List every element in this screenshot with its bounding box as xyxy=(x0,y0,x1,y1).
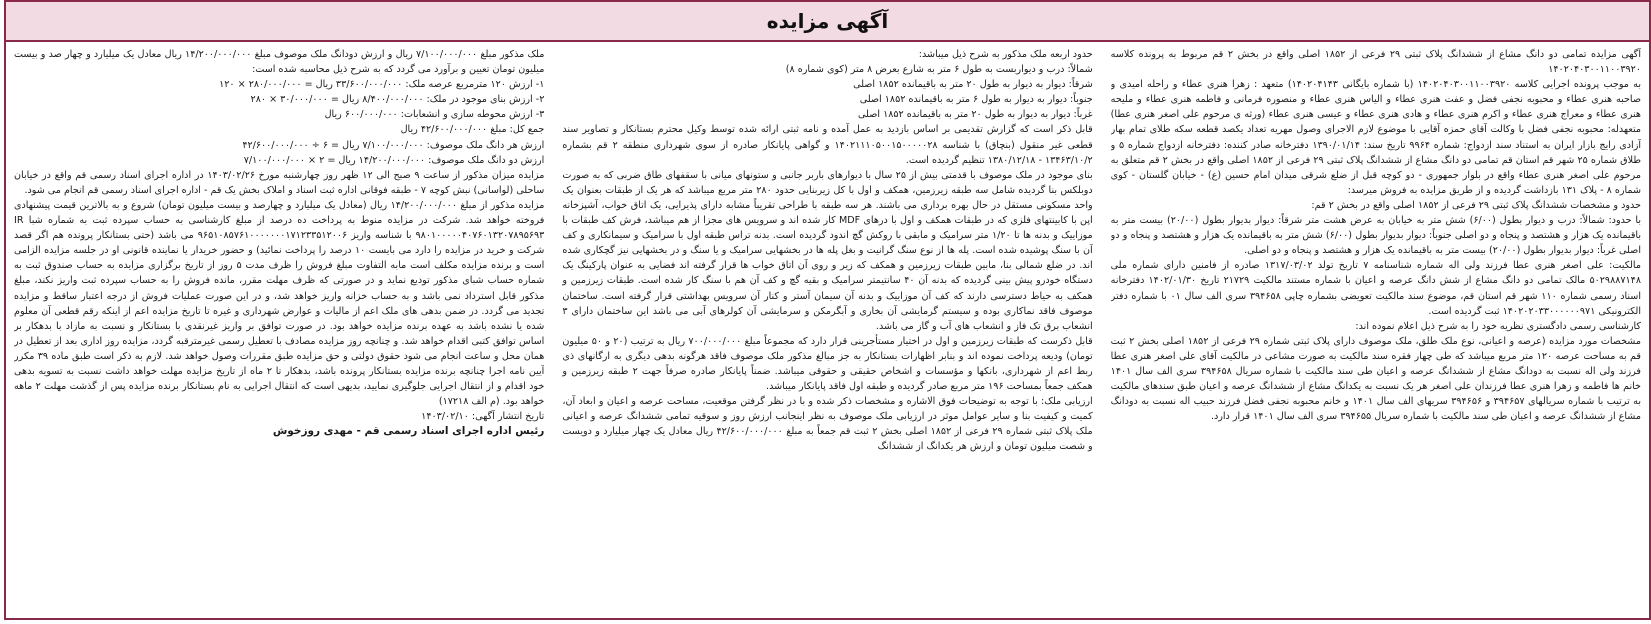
publish-date: تاریخ انتشار آگهی: ۱۴۰۳/۰۲/۱۰ xyxy=(421,411,545,423)
paragraph: آگهی مزایده تمامی دو دانگ مشاع از ششدانگ پلاک ثبتی ۲۹ فرعی از ۱۸۵۲ اصلی واقع در بخش ۲ قم مربوط به پرونده کلاسه ۱۴۰۲۰۴۰۳۰۰۱۱۰۰۳۹۲۰ xyxy=(1110,49,1641,76)
paragraph: جمع کل: مبلغ ۴۲/۶۰۰/۰۰۰/۰۰۰ ریال xyxy=(400,124,545,136)
paragraph: مزایده میزان مذکور از ساعت ۹ صبح الی ۱۲ ظهر روز چهارشنبه مورخ ۱۴۰۳/۰۲/۲۶ در اداره اجرای اسناد رسمی قم واقع در خیابان ساحلی (لواسانی) نبش کوچه ۷ - طبقه فوقانی اداره ثبت اسناد و املاک بخش یک قم - اداره اجرای اسناد رسمی قم انجام می شود. xyxy=(14,169,545,196)
paragraph: کارشناسی رسمی دادگستری نظریه خود را به شرح ذیل اعلام نموده اند: xyxy=(1355,320,1641,332)
column-right xyxy=(1111,47,1641,616)
paragraph: بنای موجود در ملک موصوف با قدمتی بیش از ۲۵ سال با دیوارهای باربر جانبی و ستونهای میانی با سقفهای طاق ضربی که به صورت دوبلکس بنا گردیده شامل سه طبقه زیرزمین، همکف و اول با کل زیربنایی حدود ۲۸۰ متر مربع میباشد که هر یک از طبقات بعنوان یک واحد مسکونی مستقل در حال بهره برداری می باشند. هر سه طبقه با طراحی تقریباً مشابه دارای پذیرایی، یک اتاق خواب، آشپزخانه اپن با کابینتهای فلزی که در طبقات همکف و اول با درهای MDF کار شده اند و سرویس های مجزا از هم میباشد، فرش کف طبقات با موزاییک و بدنه ها تا ۱/۲۰ متر سرامیک و مابقی با روکش گچ اندود گردیده است. بدنه تراس طبقه اول با سرامیک و سیمانکاری و کف آن با سنگ پوشیده شده است. پله ها از نوع سنگ گرانیت و بغل پله ها در بخشهایی سرامیک و یا سنگ و در بخشهایی نیز گچکاری شده اند. در ضلع شمالی بنا، مابین طبقات زیرزمین و همکف که زیر و روی آن اتاق خواب ها قرار گرفته اند فضایی به عنوان پارکینگ یک دستگاه خودرو پیش بینی گردیده که بدنه آن ۴۰ سانتیمتر سرامیک و بقیه گچ و کف آن هم با سنگ کار شده است. طبقات زیرزمین و همکف به حیاط دسترسی دارند که کف آن موزاییک و بدنه آن سیمان آستر و کنار آن سرویس بهداشتی قرار گرفته است. ساختمان موصوف فاقد نماکاری بوده و سیستم گرمایشی آن بخاری و آبگرمکن و سرمایشی آن کولرهای آبی می باشد این ساختمان دارای ۳ انشعاب برق تک فاز و انشعاب های آب و گاز می باشد. xyxy=(562,169,1093,332)
paragraph: ۳- ارزش محوطه سازی و انشعابات: ۶۰۰/۰۰۰/۰۰۰ ریال xyxy=(324,109,545,121)
paragraph: ملک مذکور مبلغ ۷/۱۰۰/۰۰۰/۰۰۰ ریال و ارزش دودانگ ملک موصوف مبلغ ۱۴/۲۰۰/۰۰۰/۰۰۰ ریال معادل یک میلیارد و چهار صد و بیست میلیون تومان تعیین و برآورد می گردد که به شرح ذیل محاسبه شده است: xyxy=(14,49,545,76)
paragraph: به موجب پرونده اجرایی کلاسه ۱۴۰۲۰۴۰۳۰۰۱۱۰۰۳۹۲۰ (با شماره بایگانی ۱۴۰۲۰۴۱۴۳) متعهد : زهرا هنری عطاء و راحله امیدی و صاحبه هنری عطاء و محبوبه نجفی فضل و عفت هنری عطاء و الیاس هنری عطاء و منصوره فرمانی و فاطمه هنری عطاء و ملیحه هنری عطاء و معراج هنری عطاء و اکرم هنری عطاء و هادی هنری عطاء و عیسی هنری عطاء (ورثه ی مرحوم علی اصغر هنری عطا) متعهدله: محبوبه نجفی فضل با وکالت آقای حمزه آقایی با موضوع لازم الاجرای وصول مهریه تعداد یکصد قطعه سکه طلای تمام بهار آزادی رایج بازار ایران به استناد سند ازدواج: شماره ۹۹۶۴ تاریخ سند: ۱۳۹۰/۰۱/۱۴ دفترخانه صادر کننده: دفترخانه ازدواج شماره ۵ و طلاق شماره ۲۵ شهر قم استان قم تمامی دو دانگ مشاع از ششدانگ پلاک ثبتی ۲۹ فرعی از ۱۸۵۲ اصلی واقع در بخش ۲ قم متعلق به مرحوم علی اصغر هنری عطاء واقع در بلوار جمهوری - دو کوچه قبل از ضلع شرقی میدان امام حسین (ع) - خیابان گلستان - کوی شماره ۸ - پلاک ۱۳۱ بازداشت گردیده و از طریق مزایده به فروش میرسد: xyxy=(1110,79,1641,196)
column-middle xyxy=(562,47,1092,616)
paragraph: شمالاً: درب و دیواربست به طول ۶ متر به شارع بعرض ۸ متر (کوی شماره ۸) xyxy=(785,64,1093,76)
paragraph: با حدود: شمالاً: درب و دیوار بطول (۶/۰۰) شش متر به خیابان به عرض هشت متر شرقاً: دیوار بدیوار بطول (۲۰/۰۰) بیست متر به باقیمانده یک هزار و هشتصد و پنجاه و دو اصلی جنوباً: دیوار بدیوار بطول (۶/۰۰) شش متر به باقیمانده یک هزار و هشتصد و پنجاه و دو اصلی غرباً: دیوار بدیوار بطول (۲۰/۰۰) بیست متر به باقیمانده یک هزار و هشتصد و پنجاه و دو اصلی. xyxy=(1110,215,1641,257)
paragraph: مزایده مذکور از مبلغ ۱۴/۲۰۰/۰۰۰/۰۰۰ ریال (معادل یک میلیارد و چهارصد و بیست میلیون تومان) شروع و به بالاترین قیمت پیشنهادی فروخته خواهد شد. شرکت در مزایده منوط به پرداخت ده درصد از مبلغ کارشناسی به حساب سپرده ثبت به شماره شبا IR ۹۸۰۱۰۰۰۰۰۴۰۷۶۰۱۳۲۰۷۸۹۵۶۹۳ با شناسه واریز ۹۶۵۱۰۸۵۷۶۱۰۰۰۰۰۰۰۱۷۱۲۳۳۵۱۲۰۰۶ می باشد (حتی بستانکار پرونده هم اگر قصد شرکت و خرید در مزایده را دارد می بایست ۱۰ درصد را پرداخت نمائید) و حضور خریدار یا نماینده قانونی او در جلسه مزایده الزامی است و برنده مزایده مکلف است مابه التفاوت مبلغ فروش را ظرف مدت ۵ روز از تاریخ برگزاری مزایده به حساب صندوق ثبت به شماره حساب شبای مذکور تودیع نماید و در صورتی که ظرف مهلت مقرر، مانده فروش را به حساب سپرده ثبت واریز نکند، مبلغ مذکور قابل استرداد نمی باشد و به حساب خزانه واریز خواهد شد، و در این صورت عملیات فروش از درجه اعتبار ساقط و مزایده تجدید می گردد. در ضمن بدهی های ملک اعم از مالیات و عوارض شهرداری و غیره تا تاریخ مزایده اعم از اینکه رقم قطعی آن معلوم شده یا نشده باشد به عهده برنده مزایده خواهد بود. در صورت توافق بر واریز غیرنقدی با بستانکار و نسبت به مازاد با بدهکار بر اساس توافق کتبی اقدام خواهد شد. و چنانچه روز مزایده مصادف با تعطیل رسمی غیرمترقبه گردد، مزایده روز اداری بعد از تعطیل در همان محل و ساعت انجام می شود حقوق دولتی و حق مزایده طبق مقررات وصول خواهد شد. لازم به ذکر است طبق ماده ۳۹ مکرر آیین نامه اجرا چنانچه برنده مزایده بستانکار پرونده باشد، بدهکار تا ۲ ماه از تاریخ مزایده مهلت خواهد داشت نسبت به تسویه بدهی خود اقدام و از انتقال اجرایی جلوگیری نمایید، بدیهی است که انتقال اجرایی به نام بستانکار برنده مزایده پس از گذشت مهلت ۲ ماهه خواهد بود. (م الف ۱۷۲۱۸) xyxy=(14,199,545,408)
column-left xyxy=(14,47,544,616)
paragraph: ۱- ارزش ۱۲۰ مترمربع عرصه ملک: ۳۳/۶۰۰/۰۰۰/۰۰۰ ریال = ۲۸۰/۰۰۰/۰۰۰ × ۱۲۰ xyxy=(219,79,545,91)
paragraph: قابل ذکر است که گزارش تقدیمی بر اساس بازدید به عمل آمده و نامه ثبتی ارائه شده توسط وکیل محترم بستانکار و تصاویر سند قطعی غیر منقول (بنچاق) با شناسه ۱۴۰۲۱۱۱۰۵۰۰۱۵۰۰۰۰۰۲۸ و گواهی پایانکار صادره از سوی شهرداری منطقه ۲ قم بشماره ۱۳۴۶۳/۱۰/۲ - ۱۳۸۰/۱۲/۱۸ تنظیم گردیده است. xyxy=(562,124,1093,166)
paragraph: ارزش هر دانگ ملک موصوف: ۷/۱۰۰/۰۰۰/۰۰۰ ریال = ۶ ÷ ۴۲/۶۰۰/۰۰۰/۰۰۰ xyxy=(242,139,545,151)
paragraph: حدود و مشخصات ششدانگ پلاک ثبتی ۲۹ فرعی از ۱۸۵۲ اصلی واقع در بخش ۲ قم: xyxy=(1311,199,1641,211)
notice-header xyxy=(6,2,1649,42)
paragraph: مشخصات مورد مزایده (عرصه و اعیانی، نوع ملک طلق، ملک موصوف دارای پلاک ثبتی شماره ۲۹ فرعی از ۱۸۵۲ اصلی بخش ۲ ثبت قم به مساحت عرصه ۱۲۰ متر مربع میباشد که طی چهار فقره سند مالکیت به صورت مشاعی در مالکیت آقای علی اصغر هنری عطا فرزند ولی اله نسبت به دودانگ مشاع از ششدانگ عرصه و اعیان طی سند مالکیت با شماره سریال ۳۹۴۶۵۸ سری الف سال ۱۴۰۱ خانم ها فاطمه و زهرا هنری عطا فرزندان علی اصغر هر یک نسبت به یکدانگ مشاع از ششدانگ عرصه و اعیان طبق سندهای مالکیت به ترتیب با شماره سریالهای ۳۹۴۶۵۷ و ۳۹۴۶۵۶ سریهای الف سال ۱۴۰۱ و خانم محبوبه نجفی فضل فرزند حبیب اله نسبت به دودانگ مشاع از ششدانگ عرصه و اعیان طی سند مالکیت با شماره سریال ۳۹۴۶۵۵ سری الف سال ۱۴۰۱ قرار دارد. xyxy=(1110,335,1641,423)
paragraph: شرقاً: دیوار به دیوار به طول ۲۰ متر به باقیمانده ۱۸۵۲ اصلی xyxy=(853,79,1093,91)
paragraph: حدود اربعه ملک مذکور به شرح ذیل میباشد: xyxy=(918,49,1093,60)
notice-columns xyxy=(6,42,1649,616)
paragraph: ارزش دو دانگ ملک موصوف: ۱۴/۲۰۰/۰۰۰/۰۰۰ ریال = ۲ × ۷/۱۰۰/۰۰۰/۰۰۰ xyxy=(243,154,545,166)
notice-page xyxy=(4,0,1651,620)
paragraph: قابل ذکرست که طبقات زیرزمین و اول در اختیار مستأجرینی قرار دارد که مجموعاً مبلغ ۷۰۰/۰۰۰/۰۰۰ ریال به ترتیب (۲۰ و ۵۰ میلیون تومان) ودیعه پرداخت نموده اند و بنابر اظهارات بستانکار به جز مبالغ مذکور ملک موصوف فاقد هرگونه بدهی دیگری به ارگانهای ذی ربط اعم از شهرداری، بانکها و مؤسسات و اشخاص حقیقی و حقوقی میباشد. ضمناً پایانکار صادره صرفاً جهت ۲ طبقه زیرزمین و همکف جمعاً بمساحت ۱۹۶ متر مربع صادر گردیده و طبقه اول فاقد پایانکار میباشد. xyxy=(562,335,1093,393)
paragraph: مالکیت: علی اصغر هنری عطا فرزند ولی اله شماره شناسنامه ۷ تاریخ تولد ۱۳۱۷/۰۳/۰۲ صادره از فامنین دارای شماره ملی ۵۰۲۹۸۸۷۱۴۸ مالک تمامی دو دانگ مشاع از شش دانگ عرصه و اعیان با شماره مستند مالکیت ۲۱۷۲۹ تاریخ ۱۴۰۲/۰۱/۳۰ دفترخانه اسناد رسمی شماره ۱۱۰ شهر قم استان قم، موضوع سند مالکیت تعویضی بشماره چاپی ۳۹۴۶۵۸ سری الف سال ۰۱ با شماره دفتر الکترونیکی ۱۴۰۲۰۲۰۳۳۰۰۰۰۰۰۹۷۱ ثبت گردیده است. xyxy=(1110,260,1641,317)
notice-title: آگهی مزایده xyxy=(766,9,889,33)
paragraph: ۲- ارزش بنای موجود در ملک: ۸/۴۰۰/۰۰۰/۰۰۰ ریال = ۳۰/۰۰۰/۰۰۰ × ۲۸۰ xyxy=(250,94,545,106)
paragraph: غرباً: دیوار به دیوار به طول ۲۰ متر به باقیمانده ۱۸۵۲ اصلی xyxy=(858,109,1093,121)
paragraph: جنوباً: دیوار به دیوار به طول ۶ متر به باقیمانده ۱۸۵۲ اصلی xyxy=(859,94,1093,106)
paragraph: ارزیابی ملک: با توجه به توضیحات فوق الاشاره و مشخصات ذکر شده و با در نظر گرفتن موقعیت، مساحت عرصه و اعیان و ابعاد آن، کمیت و کیفیت بنا و سایر عوامل موثر در ارزیابی ملک موصوف به نظر اینجانب ارزش روز و سوقیه تمامی ششدانگ عرصه و اعیانی ملک پلاک ثبتی شماره ۲۹ فرعی از ۱۸۵۲ اصلی بخش ۲ ثبت قم جمعاً به مبلغ ۴۲/۶۰۰/۰۰۰/۰۰۰ ریال معادل یک چهار میلیارد و دویست و شصت میلیون تومان و ارزش هر یکدانگ از ششدانگ xyxy=(562,396,1093,453)
signature: رئیس اداره اجرای اسناد رسمی قم - مهدی روزخوش xyxy=(272,425,545,438)
